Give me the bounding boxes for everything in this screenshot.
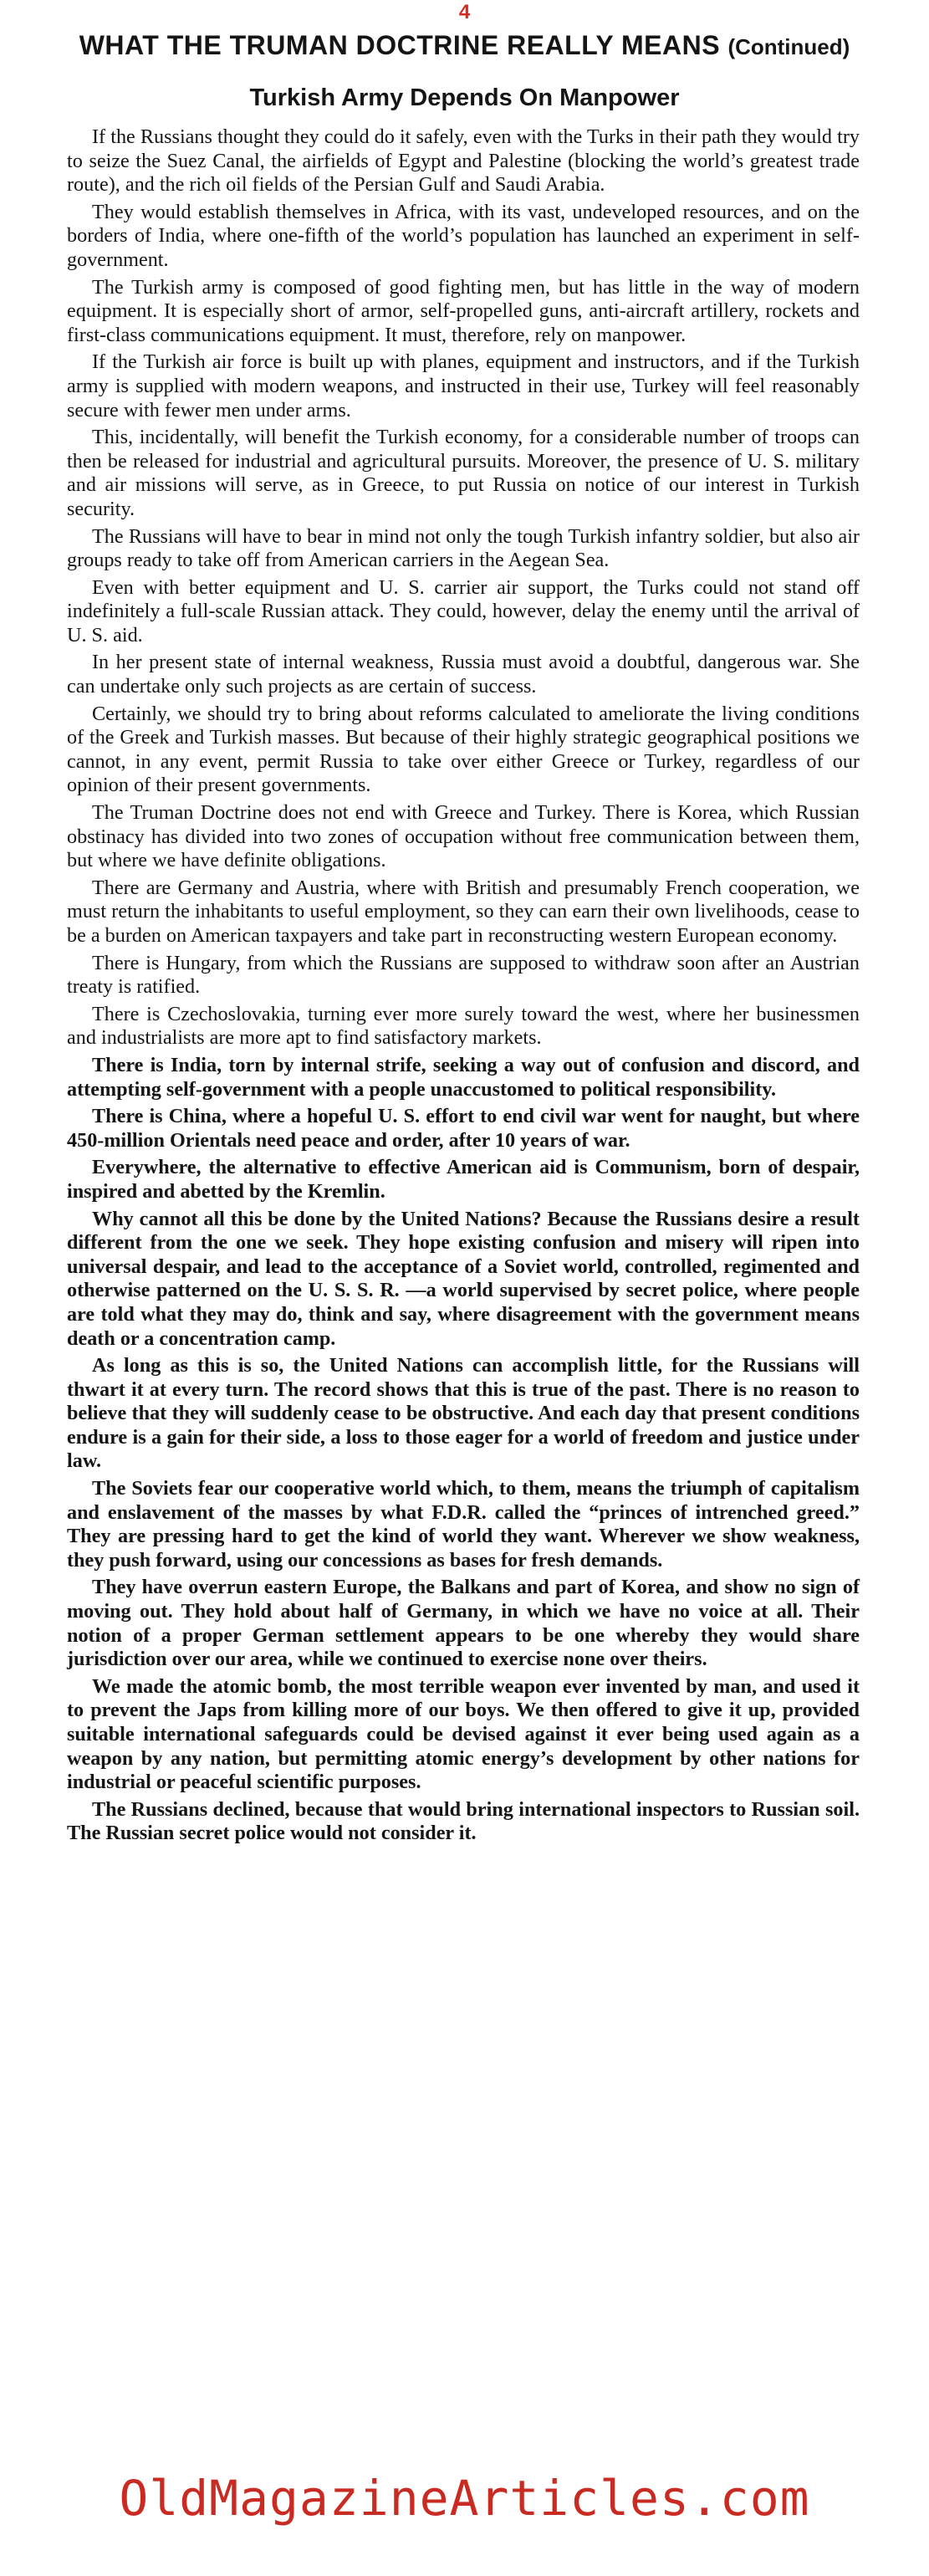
paragraph: This, incidentally, will benefit the Turkish economy, for a considerable number of troops can then be released for industrial and agricultural pursuits. Moreover, the presence of U. S. military and air missions will serve, as in Greece, to put Russia on notice of our interest in Turkish security.	[67, 426, 860, 520]
headline-title: WHAT THE TRUMAN DOCTRINE REALLY MEANS	[79, 30, 721, 60]
paragraph: The Truman Doctrine does not end with Greece and Turkey. There is Korea, which Russian obstinacy has divided into two zones of occupation without free communication between them, but where we have definite obligations.	[67, 801, 860, 872]
paragraph: There is India, torn by internal strife, seeking a way out of confusion and discord, and attempting self-government with a people unaccustomed to political responsibility.	[67, 1053, 860, 1101]
paragraph: The Russians declined, because that would bring international inspectors to Russian soil. The Russian secret police would not consider it.	[67, 1797, 860, 1845]
paragraph: There is Hungary, from which the Russians are supposed to withdraw soon after an Austrian treaty is ratified.	[67, 951, 860, 999]
paragraph: Even with better equipment and U. S. carrier air support, the Turks could not stand off indefinitely a full-scale Russian attack. They could, however, delay the enemy until the arrival of U. S. aid.	[67, 575, 860, 647]
paragraph: If the Turkish air force is built up with planes, equipment and instructors, and if the Turkish army is supplied with modern weapons, and instructed in their use, Turkey will feel reasonably secure with fewer men under arms.	[67, 350, 860, 422]
paragraph: If the Russians thought they could do it safely, even with the Turks in their path they would try to seize the Suez Canal, the airfields of Egypt and Palestine (blocking the world’s greatest trade route), and the rich oil fields of the Persian Gulf and Saudi Arabia.	[67, 125, 860, 197]
paragraph: The Soviets fear our cooperative world which, to them, means the triumph of capitalism and enslavement of the masses by what F.D.R. called the “princes of intrenched greed.” They are pressing hard to get the kind of world they want. Wherever we show weakness, they push forward, using our concessions as bases for fresh demands.	[67, 1477, 860, 1572]
site-watermark: OldMagazineArticles.com	[119, 2470, 810, 2527]
paragraph: There is China, where a hopeful U. S. effort to end civil war went for naught, but where 450-million Orientals need peace and order, after 10 years of war.	[67, 1105, 860, 1152]
paragraph: There is Czechoslovakia, turning ever more surely toward the west, where her businessmen and industrialists are more apt to find satisfactory markets.	[67, 1002, 860, 1050]
paragraph: We made the atomic bomb, the most terrible weapon ever invented by man, and used it to prevent the Japs from killing more of our boys. We then offered to give it up, provided suitable international safeguards could be devised against it ever being used again as a weapon by any nation, but permitting atomic energy’s development by other nations for industrial or peaceful scientific purposes.	[67, 1674, 860, 1794]
headline-continued: (Continued)	[727, 34, 850, 59]
paragraph: The Turkish army is composed of good fighting men, but has little in the way of modern equipment. It is especially short of armor, self-propelled guns, anti-aircraft artillery, rockets and first-class communications equipment. It must, therefore, rely on manpower.	[67, 275, 860, 346]
article-headline	[0, 28, 929, 64]
paragraph: Everywhere, the alternative to effective American aid is Communism, born of despair, inspired and abetted by the Kremlin.	[67, 1156, 860, 1203]
paragraph: There are Germany and Austria, where with British and presumably French cooperation, we must return the inhabitants to useful employment, so they can earn their own livelihoods, cease to be a burden on American taxpayers and take part in reconstructing western European economy.	[67, 876, 860, 947]
paragraph: As long as this is so, the United Nations can accomplish little, for the Russians will thwart it at every turn. The record shows that this is true of the past. There is no reason to believe that they will suddenly cease to be obstructive. And each day that present conditions endure is a gain for their side, a loss to those eager for a world of freedom and justice under law.	[67, 1354, 860, 1473]
paragraph: Why cannot all this be done by the United Nations? Because the Russians desire a result different from the one we seek. They hope existing confusion and misery will ripen into universal despair, and lead to the acceptance of a Soviet world, controlled, regimented and otherwise patterned on the U. S. S. R. —a world supervised by secret police, where people are told what they may do, think and say, where disagreement with the government means death or a concentration camp.	[67, 1207, 860, 1350]
paragraph: They would establish themselves in Africa, with its vast, undeveloped resources, and on the borders of India, where one-fifth of the world’s population has launched an experiment in self-government.	[67, 200, 860, 271]
paragraph: They have overrun eastern Europe, the Balkans and part of Korea, and show no sign of moving out. They hold about half of Germany, in which we have no voice at all. Their notion of a proper German settlement appears to be one whereby they would share jurisdiction over our area, while we continued to exercise none over theirs.	[67, 1576, 860, 1671]
paragraph: The Russians will have to bear in mind not only the tough Turkish infantry soldier, but also air groups ready to take off from American carriers in the Aegean Sea.	[67, 524, 860, 572]
page-number: 4	[458, 1, 471, 23]
paragraph: In her present state of internal weakness, Russia must avoid a doubtful, dangerous war. She can undertake only such projects as are certain of success.	[67, 651, 860, 698]
article-body	[67, 125, 860, 1849]
paragraph: Certainly, we should try to bring about reforms calculated to ameliorate the living conditions of the Greek and Turkish masses. But because of their highly strategic geographical positions we cannot, in any event, permit Russia to take over either Greece or Turkey, regardless of our opinion of their present governments.	[67, 702, 860, 797]
article-subhead: Turkish Army Depends On Manpower	[249, 84, 680, 111]
